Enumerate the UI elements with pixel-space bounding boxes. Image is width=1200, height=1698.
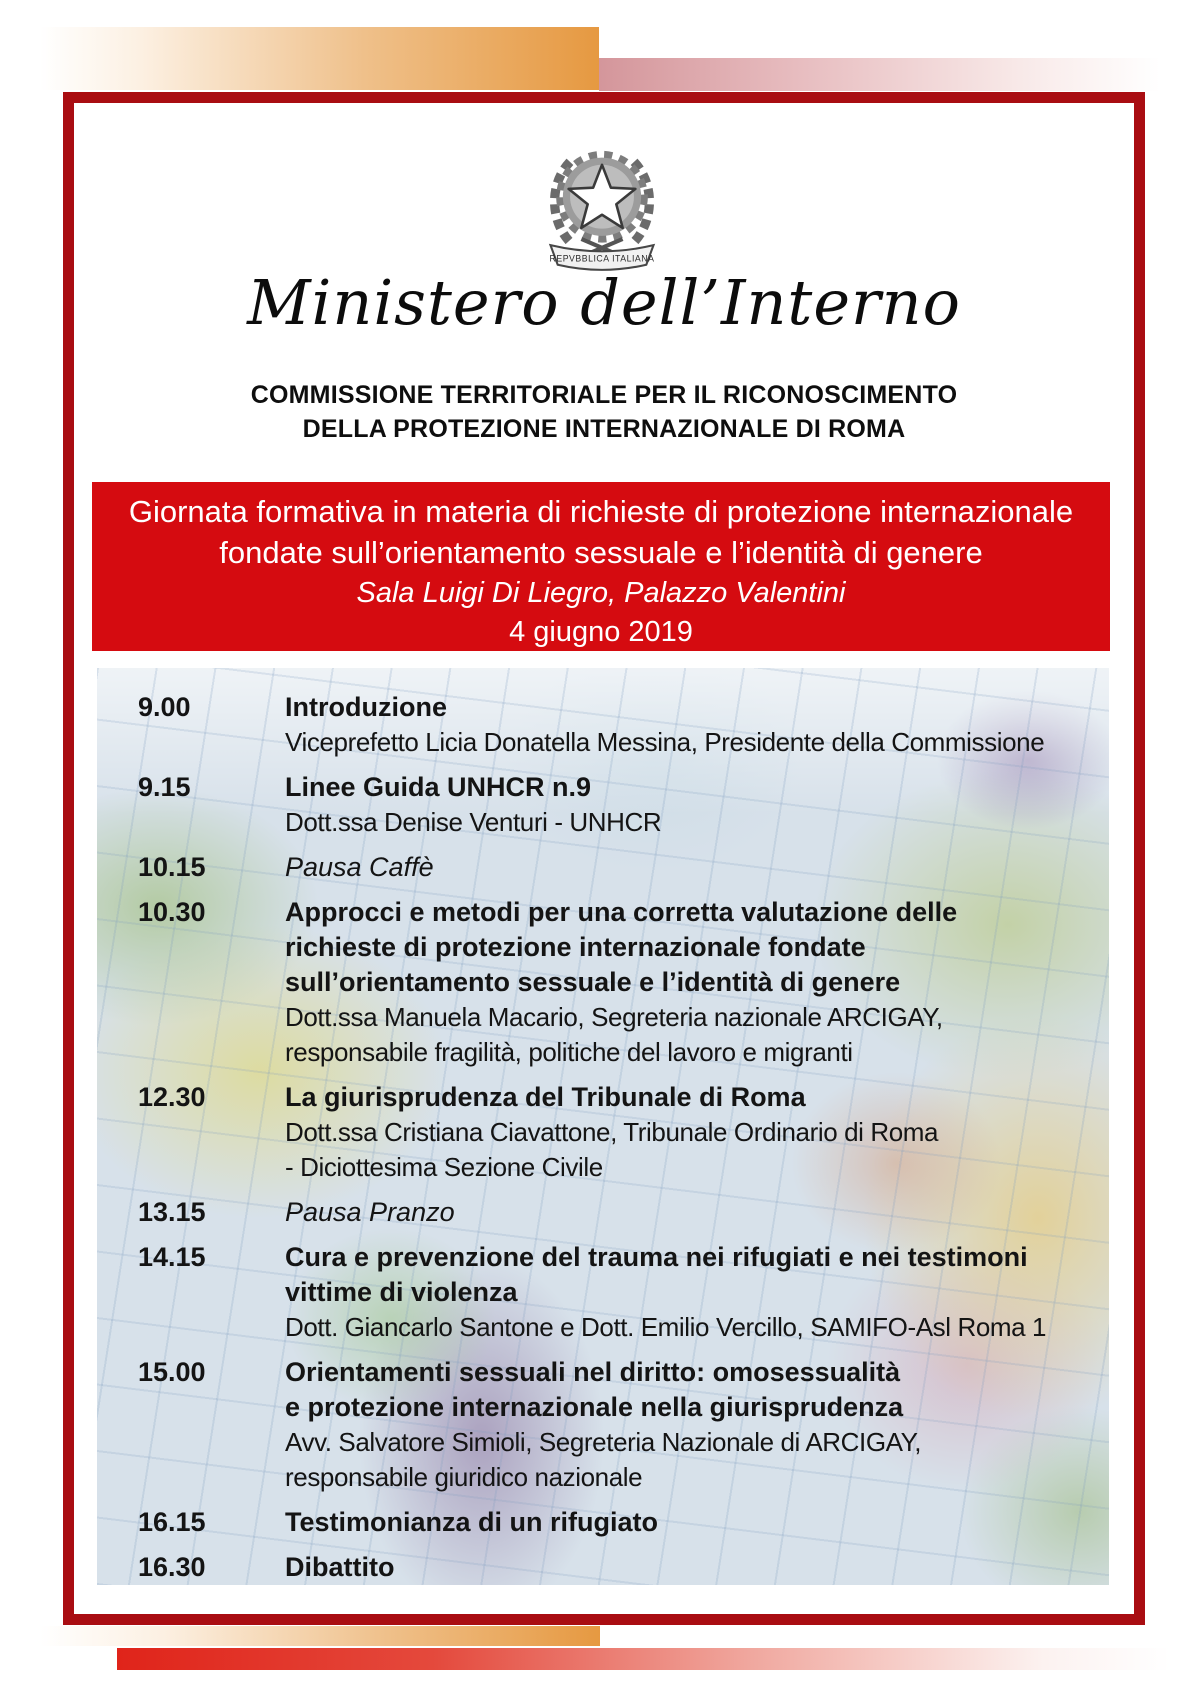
top-orange-gradient-bar: [40, 27, 599, 90]
schedule-row: [138, 1195, 1109, 1230]
schedule-panel: [97, 668, 1109, 1585]
schedule-body: [285, 1505, 1109, 1540]
commission-line-1: COMMISSIONE TERRITORIALE PER IL RICONOSCIMENTO: [250, 381, 958, 409]
schedule-speaker-line: Viceprefetto Licia Donatella Messina, Presidente della Commissione: [285, 727, 1045, 757]
schedule-body: [285, 850, 1109, 885]
schedule-body: [285, 1240, 1109, 1345]
schedule-speaker-line: - Diciottesima Sezione Civile: [285, 1152, 603, 1182]
schedule-title-line: Dibattito: [285, 1552, 395, 1582]
schedule-body: [285, 1080, 1109, 1185]
top-pink-gradient-bar: [599, 58, 1160, 91]
emblem-ribbon-text: REPVBBLICA ITALIANA: [549, 253, 655, 264]
schedule-row: [138, 1240, 1109, 1345]
schedule-row: [138, 1550, 1109, 1585]
schedule-time: 10.30: [138, 897, 206, 927]
schedule-title-line: Orientamenti sessuali nel diritto: omosessualità: [285, 1357, 901, 1387]
schedule-row: [138, 770, 1109, 840]
schedule-body: [285, 1355, 1109, 1495]
schedule-title-line: vittime di violenza: [285, 1277, 518, 1307]
schedule-title-line: Approcci e metodi per una corretta valutazione delle: [285, 897, 958, 927]
schedule-title-line: Pausa Caffè: [285, 852, 434, 882]
schedule-title-line: Introduzione: [285, 692, 447, 722]
schedule-time: 16.30: [138, 1552, 206, 1582]
schedule-body: [285, 1550, 1109, 1585]
event-title-line-2: fondate sull’orientamento sessuale e l’identità di genere: [219, 535, 983, 570]
schedule-speaker-line: Dott. Giancarlo Santone e Dott. Emilio Vercillo, SAMIFO-Asl Roma 1: [285, 1312, 1047, 1342]
schedule-body: [285, 690, 1109, 760]
schedule-time: 9.00: [138, 692, 191, 722]
schedule-time: 15.00: [138, 1357, 206, 1387]
schedule-speaker-line: responsabile giuridico nazionale: [285, 1462, 643, 1492]
schedule-row: [138, 1355, 1109, 1495]
schedule-time: 12.30: [138, 1082, 206, 1112]
schedule-time: 9.15: [138, 772, 191, 802]
schedule-speaker-line: Dott.ssa Cristiana Ciavattone, Tribunale Ordinario di Roma: [285, 1117, 939, 1147]
schedule-title-line: Pausa Pranzo: [285, 1197, 455, 1227]
commission-subtitle: [63, 378, 1145, 446]
schedule-row: [138, 850, 1109, 885]
schedule-row: [138, 1505, 1109, 1540]
schedule-time: 10.15: [138, 852, 206, 882]
bottom-red-gradient-bar: [117, 1648, 1170, 1670]
bottom-orange-gradient-bar: [40, 1626, 600, 1646]
schedule-title-line: e protezione internazionale nella giurisprudenza: [285, 1392, 904, 1422]
schedule-speaker-line: responsabile fragilità, politiche del lavoro e migranti: [285, 1037, 853, 1067]
schedule-time: 16.15: [138, 1507, 206, 1537]
schedule-time: 14.15: [138, 1242, 206, 1272]
schedule-speaker-line: Dott.ssa Manuela Macario, Segreteria nazionale ARCIGAY,: [285, 1002, 943, 1032]
event-date: 4 giugno 2019: [509, 616, 693, 648]
schedule-row: [138, 895, 1109, 1070]
schedule-speaker-line: Avv. Salvatore Simioli, Segreteria Nazionale di ARCIGAY,: [285, 1427, 922, 1457]
schedule-title-line: richieste di protezione internazionale fondate: [285, 932, 866, 962]
event-venue: Sala Luigi Di Liegro, Palazzo Valentini: [356, 577, 846, 609]
schedule-time: 13.15: [138, 1197, 206, 1227]
schedule-body: [285, 770, 1109, 840]
event-title-line-1: Giornata formativa in materia di richieste di protezione internazionale: [128, 494, 1074, 529]
schedule-rows: [138, 690, 1109, 1585]
schedule-title-line: Linee Guida UNHCR n.9: [285, 772, 592, 802]
schedule-body: [285, 1195, 1109, 1230]
schedule-row: [138, 690, 1109, 760]
schedule-speaker-line: Dott.ssa Denise Venturi - UNHCR: [285, 807, 662, 837]
ministry-title: Ministero dell’Interno: [247, 266, 961, 339]
schedule-body: [285, 895, 1109, 1070]
event-banner: [92, 482, 1110, 651]
schedule-title-line: La giurisprudenza del Tribunale di Roma: [285, 1082, 806, 1112]
schedule-title-line: sull’orientamento sessuale e l’identità di genere: [285, 967, 901, 997]
schedule-row: [138, 1080, 1109, 1185]
italian-republic-emblem-icon: [538, 138, 666, 274]
schedule-title-line: Cura e prevenzione del trauma nei rifugiati e nei testimoni: [285, 1242, 1028, 1272]
schedule-title-line: Testimonianza di un rifugiato: [285, 1507, 659, 1537]
commission-line-2: DELLA PROTEZIONE INTERNAZIONALE DI ROMA: [302, 415, 906, 443]
